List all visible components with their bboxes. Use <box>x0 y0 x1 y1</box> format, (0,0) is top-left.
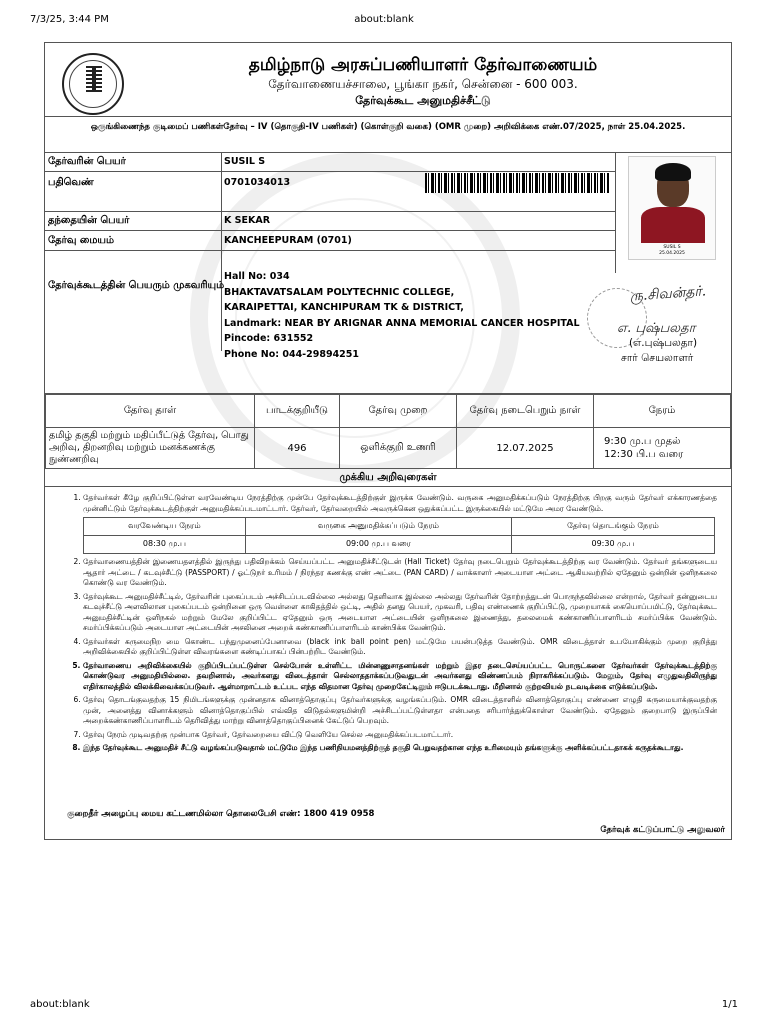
instruction-item: 4. தேர்வர்கள் கருமைநிற மை கொண்ட பந்துமுனைப்பேனாவை (black ink ball point pen) மட்டுமே பயன்படுத்த வேண்டும். OMR விடைத்தாள் உபயோகிக்கும் முறை குறித்து அறிவிக்கையில் குறிப்பிட்டுள்ள விவரங்களை கண்டிப்பாகப் பின்பற்றிட வேண்டும். <box>83 637 717 658</box>
reg-label: பதிவெண் <box>48 177 94 188</box>
venue-phone: Phone No: 044-29894251 <box>224 348 360 360</box>
venue-address <box>224 269 580 362</box>
row-centre <box>45 231 615 251</box>
row-father <box>45 212 615 231</box>
row-name <box>45 153 615 172</box>
father-label: தந்தையின் பெயர் <box>48 215 130 226</box>
exam-mode: ஒளிக்குறி உணரி <box>340 428 457 469</box>
timing-col-start: தேர்வு தொடங்கும் நேரம் <box>511 518 714 536</box>
instructions-list <box>45 493 731 754</box>
exam-code: 496 <box>255 428 340 469</box>
father-name: K SEKAR <box>224 215 271 226</box>
row-register <box>45 172 615 212</box>
hall-number: Hall No: 034 <box>224 271 290 282</box>
col-date: தேர்வு நடைபெறும் நாள் <box>457 395 594 428</box>
instructions-heading: முக்கிய அறிவுரைகள் <box>45 469 731 487</box>
photo-caption-date: 25.04.2025 <box>659 251 685 256</box>
instruction-item: 5. தேர்வாணைய அறிவிக்கையில் குறிப்பிடப்பட்டுள்ள செல்போன் உள்ளிட்ட மின்னணுசாதனங்கள் மற்றும் இதர தடைசெய்யப்பட்ட பொருட்களை தேர்வர்கள் தேர்வுக்கூடத்திற்கு கொண்டுவர அனுமதியில்லை. தவறினால், அவர்களது விடைத்தாள் செல்லாததாக்கப்படுவதுடன் அவர்களது விண்ணப்பம் நிராகரிக்கப்படும். மேலும், தேர்வு எழுதுவதிலிருந்து எதிர்காலத்தில் விலக்கிவைக்கப்படுவர். ஆள்மாறாட்டம் உட்பட எந்த விதமான தேர்வு முறைகேட்டிலும் ஈடுபடக்கூடாது. மீறினால் குற்றவியல் நடவடிக்கை எடுக்கப்படும். <box>83 661 717 693</box>
col-time: நேரம் <box>594 395 731 428</box>
print-page-title: about:blank <box>354 14 414 25</box>
document-header <box>45 43 731 117</box>
print-url: about:blank <box>30 999 90 1010</box>
photo-caption-name: SUSIL S <box>663 245 681 250</box>
exam-date: 12.07.2025 <box>457 428 594 469</box>
candidate-info <box>45 153 731 394</box>
timing-col-report: வரவேண்டிய நேரம் <box>84 518 246 536</box>
candidate-name: SUSIL S <box>224 156 266 167</box>
instruction-item: 2. தேர்வாணையத்தின் இணையதளத்தில் இருந்து பதிவிறக்கம் செய்யப்பட்ட அனுமதிச்சீட்டுடன் (Hall Ticket) தேர்வு நடைபெறும் தேர்வுக்கூடத்திற்கு வர வேண்டும். தேர்வர் தங்களுடைய ஆதார் அட்டை / கடவுச்சீட்டு (PASSPORT) / ஓட்டுநர் உரிமம் / நிரந்தர கணக்கு எண் அட்டை (PAN CARD) / வாக்காளர் அடையாள அட்டை ஆகியவற்றில் ஏதேனும் ஒன்றின் ஒளிநகலை கொண்டு வர வேண்டும். <box>83 557 717 589</box>
commission-address: தேர்வாணையச்சாலை, பூங்கா நகர், சென்னை - 600 003. <box>268 77 578 91</box>
barcode-icon <box>425 173 610 193</box>
centre-label: தேர்வு மையம் <box>48 235 115 246</box>
timing-report: 08:30 மு.ப <box>84 536 246 554</box>
venue-line-1: BHAKTAVATSALAM POLYTECHNIC COLLEGE, <box>224 286 455 298</box>
exam-time-end: 12:30 பி.ப வரை <box>604 449 684 460</box>
helpline: குறைதீர் அழைப்பு மைய கட்டணமில்லா தொலைபேசி எண்: 1800 419 0958 <box>67 809 375 819</box>
print-page-count: 1/1 <box>721 999 738 1010</box>
venue-label: தேர்வுக்கூடத்தின் பெயரும் முகவரியும் <box>48 280 225 291</box>
document-type: தேர்வுக்கூட அனுமதிச்சீட்டு <box>355 94 491 107</box>
col-mode: தேர்வு முறை <box>340 395 457 428</box>
browser-print-header <box>30 14 738 28</box>
officer-name: (எ.புஷ்பலதா) <box>629 337 698 349</box>
timing-col-entry: வருகை அனுமதிக்கப்படும் நேரம் <box>245 518 511 536</box>
col-paper: தேர்வு தாள் <box>46 395 255 428</box>
register-number: 0701034013 <box>224 177 291 188</box>
timing-start: 09:30 மு.ப <box>511 536 714 554</box>
print-datetime: 7/3/25, 3:44 PM <box>30 14 109 25</box>
venue-landmark: Landmark: NEAR BY ARIGNAR ANNA MEMORIAL CANCER HOSPITAL <box>224 317 580 329</box>
venue-pincode: Pincode: 631552 <box>224 333 314 344</box>
exam-notice: ஒருங்கிணைந்த குடிமைப் பணிகள்தேர்வு – IV (தொகுதி-IV பணிகள்) (கொள்குறி வகை) (OMR முறை) அறிவிக்கை எண்.07/2025, நாள் 25.04.2025. <box>45 117 731 153</box>
controller-signature-label: தேர்வுக் கட்டுப்பாட்டு அலுவலர் <box>600 825 725 835</box>
candidate-photo <box>628 156 716 260</box>
browser-print-footer <box>30 999 738 1031</box>
timing-entry: 09:00 மு.ப வரை <box>245 536 511 554</box>
officer-signature-icon: எ. புஷ்பலதா <box>617 321 696 336</box>
commission-title: தமிழ்நாடு அரசுப்பணியாளர் தேர்வாணையம் <box>248 55 598 75</box>
hall-ticket <box>44 42 732 840</box>
officer-designation: சார் செயலாளர் <box>621 352 694 364</box>
exam-time <box>594 428 731 469</box>
instruction-item: 3. தேர்வுக்கூட அனுமதிச்சீட்டில், தேர்வரின் புகைப்படம் அச்சிடப்படவில்லை அல்லது தெளிவாக இல்லை அல்லது தேர்வரின் தோற்றத்துடன் பொருந்தவில்லை என்றால், தேர்வர் தன்னுடைய கடவுச்சீட்டு அளவிலான புகைப்படம் ஒன்றினை ஒரு வெள்ளை காகிதத்தில் ஒட்டி, அதில் தனது பெயர், முகவரி, பதிவு எண்ணைக் குறிப்பிட்டு, முறையாகக் கையொப்பமிட்டு, தேர்வுக்கூட அனுமதிச்சீட்டின் ஒளிநகல் மற்றும் மேலே குறிப்பிட்ட ஏதேனும் ஒரு அடையாள அட்டையின் ஒளிநகலை இணைத்து, தலைமைக் கண்காணிப்பாளரிடம் சமர்ப்பிக்க வேண்டும். சமர்ப்பிக்கப்படும் அடையாள அட்டையின் அசலினை அறைக் கண்காணிப்பாளரிடம் காண்பிக்க வேண்டும். <box>83 592 717 634</box>
instruction-item: 7. தேர்வு நேரம் முடிவதற்கு முன்பாக தேர்வர், தேர்வறையை விட்டு வெளியே செல்ல அனுமதிக்கப்படமாட்டார். <box>83 730 717 741</box>
instruction-item: 8. இந்த தேர்வுக்கூட அனுமதிச் சீட்டு வழங்கப்படுவதால் மட்டுமே இந்த பணிநியமனத்திற்குத் தகுதி பெறுவதற்கான எந்த உரிமையும் தங்களுக்கு அளிக்கப்பட்டதாகக் கருதக்கூடாது. <box>83 743 717 754</box>
exam-details-table <box>45 394 731 469</box>
col-code: பாடக்குறியீடு <box>255 395 340 428</box>
venue-line-2: KARAIPETTAI, KANCHIPURAM TK & DISTRICT, <box>224 302 464 313</box>
instruction-item: 1. தேர்வர்கள் கீழே குறிப்பிட்டுள்ள வரவேண்டிய நேரத்திற்கு முன்பே தேர்வுக்கூடத்திற்குள் இருக்க வேண்டும். வருகை அனுமதிக்கப்படும் நேரத்திற்கு பிறகு வரும் தேர்வர் எக்காரணத்தை முன்னிட்டும் தேர்வுக்கூடத்திற்குள் அனுமதிக்கப்படமாட்டார். தேர்வர், தேர்வறையில் அவருக்கென ஒதுக்கப்பட்ட இருக்கையில் மட்டுமே அமர வேண்டும். வரவேண்டிய நேரம் வருகை அனுமதிக்கப்படும் நேரம் தேர்வு தொடங்கும் நேரம் 08:30 மு.ப 09:00 மு.ப வரை 09:30 மு.ப <box>83 493 717 554</box>
candidate-signature-icon: ரு.சிவன்தர். <box>629 283 707 305</box>
exam-paper: தமிழ் தகுதி மற்றும் மதிப்பீட்டுத் தேர்வு, பொது அறிவு, திறனறிவு மற்றும் மனக்கணக்கு நுண்ணறிவு <box>46 428 255 469</box>
instruction-item: 6. தேர்வு தொடங்குவதற்கு 15 நிமிடங்களுக்கு முன்னதாக வினாத்தொகுப்பு தேர்வர்களுக்கு வழங்கப்படும். OMR விடைத்தாளில் வினாத்தொகுப்பு எண்ணை எழுதி கருமையாக்குவதற்கு முன், அனைத்து வினாக்களும் வினாத்தொகுப்பில் எவ்வித விடுதல்களுமின்றி அச்சிடப்பட்டுள்ளதா என்பதை சரிபார்த்துக்கொள்ள வேண்டும். ஏதேனும் குறைபாடு இருப்பின் அறைக்கண்காணிப்பாளரிடம் தெரிவித்து மாற்று வினாத்தொகுப்பினைக் கேட்டுப் பெறவும். <box>83 695 717 727</box>
name-label: தேர்வரின் பெயர் <box>48 156 126 167</box>
exam-time-start: 9:30 மு.ப முதல் <box>604 436 681 447</box>
timing-table <box>83 517 715 554</box>
exam-centre: KANCHEEPURAM (0701) <box>224 235 352 246</box>
